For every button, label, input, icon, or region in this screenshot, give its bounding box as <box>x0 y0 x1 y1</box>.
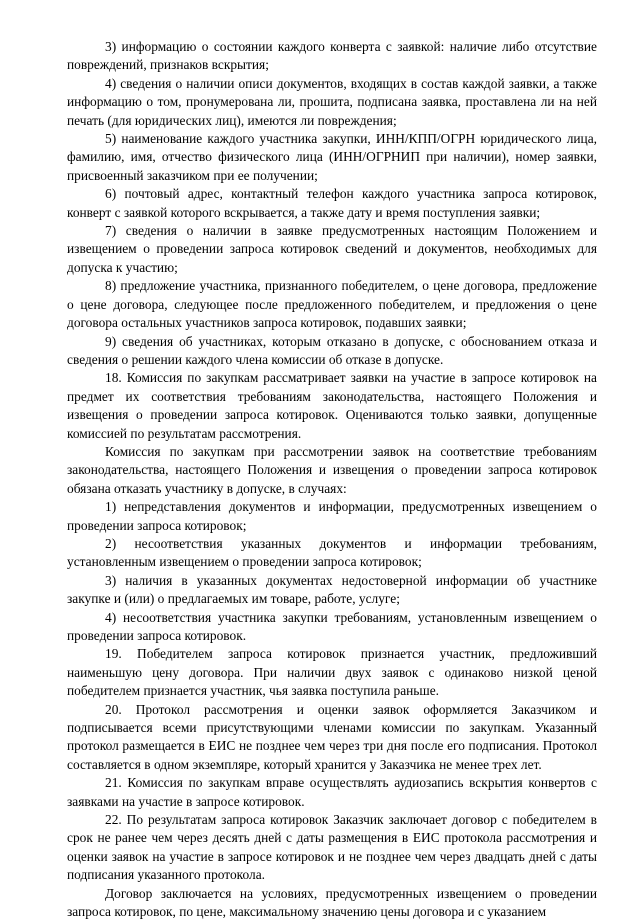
paragraph-clause-22: 22. По результатам запроса котировок Заказчик заключает договор с победителем в срок не ранее чем через десять дней с даты размещения в ЕИС протокола рассмотрения и оценки заявок на участие в запросе котировок и не позднее чем через двадцать дней с даты подписания указанного протокола. <box>67 812 597 883</box>
paragraph-item-8: 8) предложение участника, признанного победителем, о цене договора, предложение о цене договора, следующее после предложенного победителем, и предложения о цене договора остальных участников запроса котировок, подавших заявки; <box>67 278 597 331</box>
paragraph-item-5: 5) наименование каждого участника закупки, ИНН/КПП/ОГРН юридического лица, фамилию, имя, отчество физического лица (ИНН/ОГРНИП при наличии), номер заявки, присвоенный заказчиком при ее получении; <box>67 131 597 183</box>
paragraph-clause-20: 20. Протокол рассмотрения и оценки заявок оформляется Заказчиком и подписывается всеми присутствующими членами комиссии по закупкам. Указанный протокол размещается в ЕИС не позднее чем через три дня после его подписания. Протокол составляется в одном экземпляре, который хранится у Заказчика не менее трех лет. <box>67 701 597 772</box>
paragraph-item-7: 7) сведения о наличии в заявке предусмотренных настоящим Положением и извещением о проведении запроса котировок сведений и документов, необходимых для допуска к участию; <box>67 223 597 275</box>
paragraph-item-9: 9) сведения об участниках, которым отказано в допуске, с обоснованием отказа и сведения о решении каждого члена комиссии об отказе в допуске. <box>67 333 597 367</box>
paragraph-clause-21: 21. Комиссия по закупкам вправе осуществлять аудиозапись вскрытия конвертов с заявками на участие в запросе котировок. <box>67 775 597 809</box>
paragraph-clause-18-grounds: Комиссия по закупкам при рассмотрении заявок на соответствие требованиям законодательства, настоящего Положения и извещения о проведении запроса котировок обязана отказать участнику в допуске, в случаях: <box>67 443 597 496</box>
paragraph-item-6: 6) почтовый адрес, контактный телефон каждого участника запроса котировок, конверт с заявкой которого вскрывается, а также дату и время поступления заявки; <box>67 186 597 220</box>
document-page <box>67 38 597 922</box>
paragraph-clause-19: 19. Победителем запроса котировок признается участник, предложивший наименьшую цену договора. При наличии двух заявок с одинаково низкой ценой победителем признается участник, чья заявка поступила раньше. <box>67 646 597 699</box>
paragraph-item-3: 3) информацию о состоянии каждого конверта с заявкой: наличие либо отсутствие повреждений, признаков вскрытия; <box>67 39 597 73</box>
paragraph-ground-1: 1) непредставления документов и информации, предусмотренных извещением о проведении запроса котировок; <box>67 499 597 533</box>
paragraph-item-4: 4) сведения о наличии описи документов, входящих в состав каждой заявки, а также информацию о том, пронумерована ли, прошита, подписана заявка, проставлена ли на ней печать (для юридических лиц), имеются ли повреждения; <box>67 75 597 128</box>
paragraph-ground-3: 3) наличия в указанных документах недостоверной информации об участнике закупке и (или) о предлагаемых им товаре, работе, услуге; <box>67 572 597 607</box>
paragraph-ground-4: 4) несоответствия участника закупки требованиям, установленным извещением о проведении запроса котировок. <box>67 609 597 643</box>
paragraph-clause-18: 18. Комиссия по закупкам рассматривает заявки на участие в запросе котировок на предмет их соответствия требованиям законодательства, настоящего Положения и извещения о проведении запроса котировок. Оцениваются только заявки, допущенные комиссией по результатам рассмотрения. <box>67 370 597 441</box>
paragraph-ground-2: 2) несоответствия указанных документов и информации требованиям, установленным извещением о проведении запроса котировок; <box>67 535 597 570</box>
paragraph-contract-terms: Договор заключается на условиях, предусмотренных извещением о проведении запроса котировок, по цене, максимальному значению цены договора и с указанием <box>67 885 597 920</box>
